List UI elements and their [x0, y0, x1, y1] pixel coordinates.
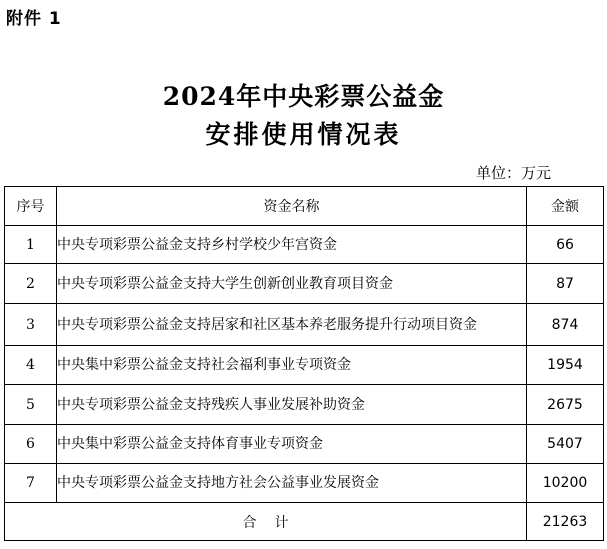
- row-seq: 7: [5, 464, 57, 503]
- row-seq: 2: [5, 264, 57, 304]
- row-amount: 66: [527, 226, 604, 264]
- row-name: 中央集中彩票公益金支持社会福利事业专项资金: [57, 346, 527, 385]
- total-amount: 21263: [527, 503, 604, 541]
- row-amount: 874: [527, 304, 604, 346]
- row-name: 中央专项彩票公益金支持大学生创新创业教育项目资金: [57, 264, 527, 304]
- row-name: 中央专项彩票公益金支持地方社会公益事业发展资金: [57, 464, 527, 503]
- table-row: [5, 226, 604, 264]
- table-row: [5, 346, 604, 385]
- header-amount: 金额: [527, 187, 604, 226]
- total-label: 合计: [5, 503, 527, 541]
- header-seq: 序号: [5, 187, 57, 226]
- row-seq: 5: [5, 385, 57, 425]
- table-row: [5, 264, 604, 304]
- row-name: 中央集中彩票公益金支持体育事业专项资金: [57, 425, 527, 464]
- header-name: 资金名称: [57, 187, 527, 226]
- row-amount: 87: [527, 264, 604, 304]
- row-name: 中央专项彩票公益金支持乡村学校少年宫资金: [57, 226, 527, 264]
- table-row: [5, 464, 604, 503]
- row-name: 中央专项彩票公益金支持残疾人事业发展补助资金: [57, 385, 527, 425]
- row-seq: 6: [5, 425, 57, 464]
- total-row: [5, 503, 604, 541]
- row-seq: 1: [5, 226, 57, 264]
- row-amount: 2675: [527, 385, 604, 425]
- row-amount: 5407: [527, 425, 604, 464]
- row-seq: 3: [5, 304, 57, 346]
- table-row: [5, 304, 604, 346]
- funds-table: [4, 186, 604, 541]
- row-name: 中央专项彩票公益金支持居家和社区基本养老服务提升行动项目资金: [57, 304, 527, 346]
- row-seq: 4: [5, 346, 57, 385]
- table-row: [5, 385, 604, 425]
- row-amount: 1954: [527, 346, 604, 385]
- table-header-row: [5, 187, 604, 226]
- attachment-label: 附件 1: [6, 9, 62, 29]
- table-row: [5, 425, 604, 464]
- unit-label: 单位：万元: [476, 164, 552, 182]
- title-line-1: 2024年中央彩票公益金: [162, 82, 445, 111]
- row-amount: 10200: [527, 464, 604, 503]
- title-line-2: 安排使用情况表: [205, 120, 402, 149]
